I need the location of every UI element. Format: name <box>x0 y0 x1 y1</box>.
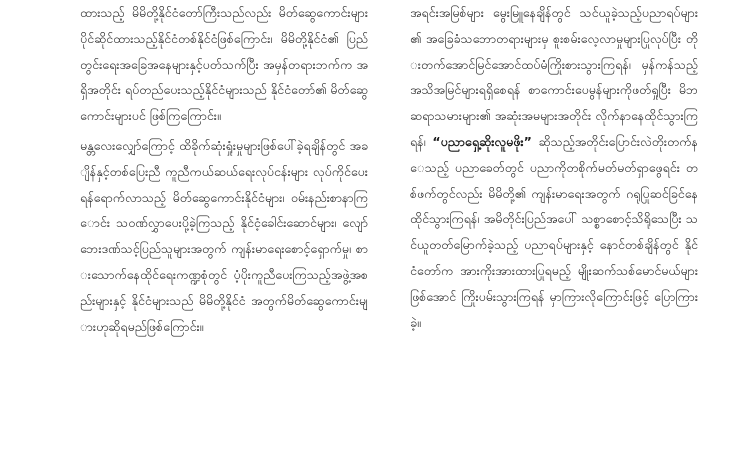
bold-quoted-phrase: “ပညာရှေ့ဆိုးလူမဖိုး” <box>432 133 532 149</box>
left-text-column <box>80 0 368 460</box>
bullet-item-text: မန္တလေးလျှော်ကြောင့် ထိခိုက်ဆုံးရှုံးမှုများဖြစ်ပေါ်ခဲ့ရချိန်တွင် အချိန်နှင့်တစ်ပြေးညီ ကူညီကယ်ဆယ်ရေးလုပ်ငန်းများ လုပ်ကိုင်ပေးရန်ရောက်လာသည့် မိတ်ဆွေကောင်းနိုင်ငံများ၊ ဝမ်းနည်းစာနာကြောင်း သဝဏ်လွှာပေးပို့ခဲ့ကြသည့် နိုင်ငံ့ခေါင်းဆောင်များ၊ လျော်ဘေးဒဏ်သင့်ပြည်သူများအတွက် ကျန်းမာရေးစောင့်ရှောက်မှု၊ စားသောက်နေထိုင်ရေးကဏ္ဍစုံတွင် ပံ့ပိုးကူညီပေးကြသည့်အဖွဲ့အစည်းများနှင့် နိုင်ငံများသည် မိမိတို့နိုင်ငံ အတွက်မိတ်ဆွေကောင်းများဟုဆိုရမည်ဖြစ်ကြောင်း။ <box>80 137 368 334</box>
left-paragraph-continuation: ထားသည့် မိမိတို့နိုင်ငံတော်ကြီးသည်လည်း မိတ်ဆွေကောင်းများ ပိုင်ဆိုင်ထားသည့်နိုင်ငံတစ်နိုင်ငံဖြစ်ကြောင်း၊ မိမိတို့နိုင်ငံ၏ ပြည်တွင်းရေးအခြေအနေများနှင့်ပတ်သက်ပြီး အမှန်တရားဘက်က အရှိအတိုင်း ရပ်တည်ပေးသည့်နိုင်ငံများသည် နိုင်ငံတော်၏ မိတ်ဆွေကောင်းများပင် ဖြစ်ကြကြောင်း။ <box>80 5 368 124</box>
right-paragraph-text-start: အရင်းအမြစ်များ မွေးမြူနေချိန်တွင် သင်ယူခဲ့သည့်ပညာရပ်များ၏ အခြေခံသဘောတရားများမှ စူးစမ်းလေ့လာမှုများပြုလုပ်ပြီး တိုးတက်အောင်မြင်အောင်ထပ်မံကြိုးစားသွားကြရန်၊ မှန်ကန်သည့် အသိအမြင်များရရှိစေရန် စာကောင်းပေမွန်များကိုဖတ်ရှုပြီး မိဘဆရာသမားများ၏ အဆုံးအမများအတိုင်း လိုက်နာနေထိုင်သွားကြရန်၊ <box>410 5 698 149</box>
right-paragraph <box>410 0 698 335</box>
bullet-item <box>80 133 368 339</box>
right-text-column <box>410 0 698 460</box>
right-paragraph-text-end: ဆိုသည့်အတိုင်းပြောင်းလဲတိုးတက်နေသည့် ပညာခေတ်တွင် ပညာကိုတစိုက်မတ်မတ်ရှာဖွေရင်း တစ်ဖက်တွင်လည်း မိမိတို့၏ ကျန်းမာရေးအတွက် ဂရုပြုဆင်ခြင်နေထိုင်သွားကြရန်၊ အမိတိုင်းပြည်အပေါ် သစ္စာစောင့်သိရိုသေပြီး သင်ယူတတ်မြောက်ခဲ့သည့် ပညာရပ်များနှင့် နောင်တစ်ချိန်တွင် နိုင်ငံတော်က အားကိုးအားထားပြုရမည့် မျိုးဆက်သစ်မောင်မယ်များဖြစ်အောင် ကြိုးပမ်းသွားကြရန် မှာကြားလိုကြောင်းဖြင့် ပြောကြားခဲ့။ <box>410 133 698 330</box>
